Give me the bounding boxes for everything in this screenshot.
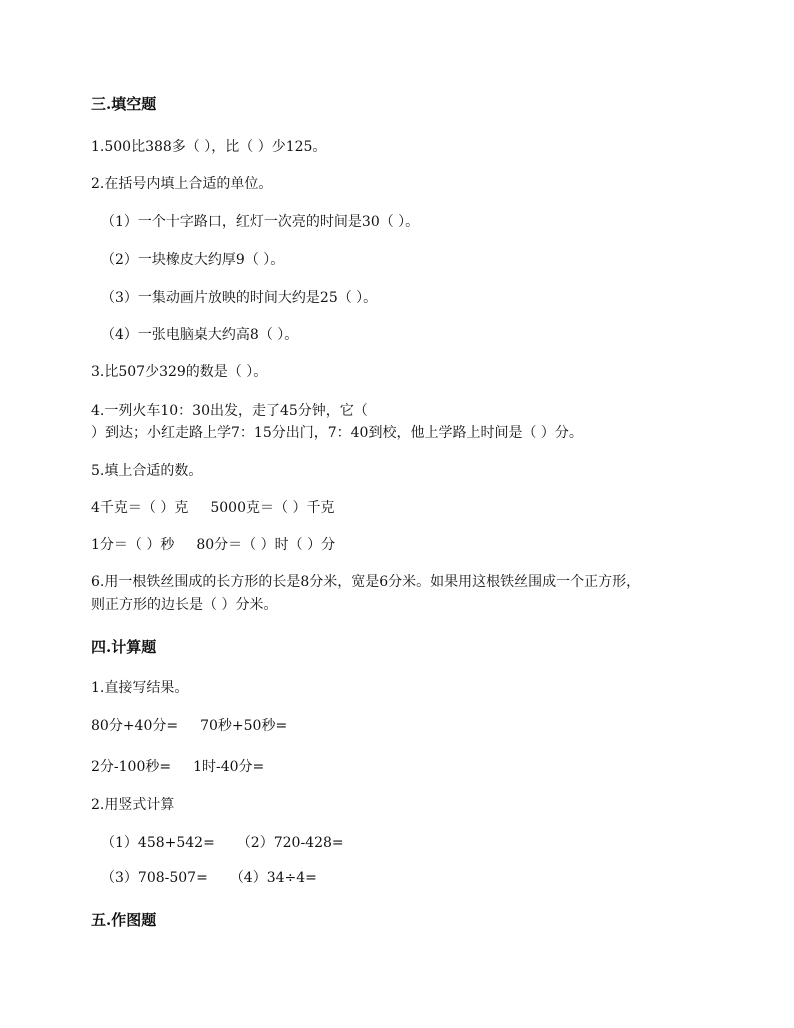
question-5-stem: 5.填上合适的数。	[91, 463, 203, 479]
question-3: 3.比507少329的数是（ ）。	[91, 364, 268, 380]
calc-question-1-stem: 1.直接写结果。	[91, 680, 189, 696]
calc-question-1-row-2-item-1: 2分-100秒=	[91, 759, 172, 775]
calc-question-1-row-1	[91, 716, 287, 736]
question-6-line-2: 则正方形的边长是（ ）分米。	[91, 597, 278, 613]
section-heading-drawing: 五.作图题	[91, 911, 157, 929]
question-5-row-2-item-2: 80分＝（ ）时（ ）分	[196, 537, 336, 553]
question-2-item-1: （1）一个十字路口，红灯一次亮的时间是30（ ）。	[101, 214, 420, 230]
section-heading-fill-in: 三.填空题	[91, 95, 157, 113]
question-5-row-1-item-2: 5000克＝（ ）千克	[210, 500, 335, 516]
calc-question-1-row-1-item-2: 70秒+50秒=	[200, 718, 288, 734]
calc-question-2-stem: 2.用竖式计算	[91, 797, 175, 813]
question-2-item-4: （4）一张电脑桌大约高8（ ）。	[101, 327, 299, 343]
question-5-row-1	[91, 498, 334, 518]
question-2-item-2: （2）一块橡皮大约厚9（ ）。	[101, 252, 285, 268]
question-2-item-3: （3）一集动画片放映的时间大约是25（ ）。	[101, 290, 378, 306]
question-2-stem: 2.在括号内填上合适的单位。	[91, 176, 273, 192]
calc-question-2-row-2	[101, 868, 317, 888]
question-4-line-1: 4.一列火车10：30出发，走了45分钟，它（	[91, 403, 368, 419]
calc-question-1-row-1-item-1: 80分+40分=	[91, 718, 179, 734]
calc-question-2-row-2-item-2: （4）34÷4=	[229, 870, 317, 886]
question-4-line-2: ）到达；小红走路上学7：15分出门，7：40到校，他上学路上时间是（ ）分。	[91, 425, 583, 441]
question-1: 1.500比388多（ ），比（ ）少125。	[91, 139, 327, 155]
calc-question-2-row-1-item-2: （2）720-428=	[236, 835, 344, 851]
question-5-row-2-item-1: 1分＝（ ）秒	[91, 537, 175, 553]
calc-question-2-row-1-item-1: （1）458+542=	[101, 835, 215, 851]
calc-question-1-row-2-item-2: 1时-40分=	[193, 759, 265, 775]
calc-question-1-row-2	[91, 757, 264, 777]
calc-question-2-row-2-item-1: （3）708-507=	[101, 870, 208, 886]
calc-question-2-row-1	[101, 833, 344, 853]
section-heading-calculation: 四.计算题	[91, 638, 157, 656]
question-5-row-1-item-1: 4千克＝（ ）克	[91, 500, 189, 516]
question-6-line-1: 6.用一根铁丝围成的长方形的长是8分米，宽是6分米。如果用这根铁丝围成一个正方形，	[91, 574, 641, 590]
question-5-row-2	[91, 535, 335, 555]
